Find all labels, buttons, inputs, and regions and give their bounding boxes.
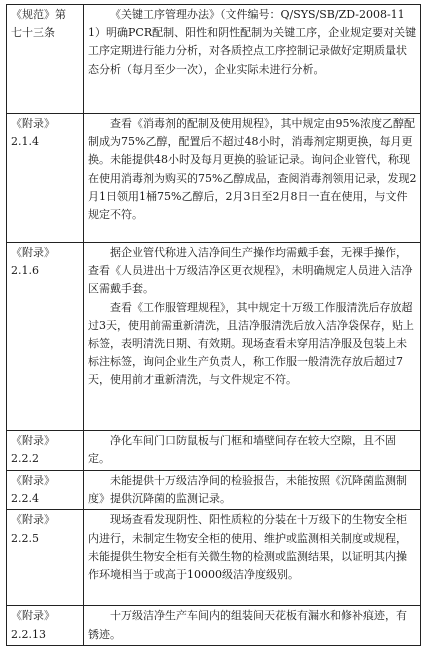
- finding-paragraph: 十万级洁净生产车间内的组装间天花板有漏水和修补痕迹，有锈迹。: [88, 609, 407, 641]
- clause-reference: 《附录》 2.2.4: [7, 471, 84, 510]
- clause-reference: 《附录》 2.1.6: [7, 243, 84, 431]
- table-row: [7, 114, 421, 243]
- finding-text: [84, 431, 421, 471]
- table-row: [7, 243, 421, 431]
- finding-paragraph: 查看《消毒剂的配制及使用规程》，其中规定由95%浓度乙醇配制成为75%乙醇，配置后不超过48小时，消毒剂定期更换，每月更换。未能提供48小时及每月更换的验证记录。询问企业管代，称现在使用消毒剂为购买的75%乙醇成品，查阅消毒剂领用记录，发现2月1日领用1桶75%乙醇后，2月3日至2月8日一直在使用，与文件规定不符。: [88, 117, 417, 222]
- finding-paragraph: 未能提供十万级洁净间的检验报告，未能按照《沉降菌监测制度》提供沉降菌的监测记录。: [88, 474, 407, 506]
- table-row: [7, 471, 421, 510]
- finding-paragraph: 查看《工作服管理规程》，其中规定十万级工作服清洗后存放超过3天，使用前需重新清洗，且洁净服清洗后放入洁净袋保存，贴上标签，表明清洗日期、有效期。现场查看未穿用洁净服及包装上未标注标签，询问企业生产负责人，称工作服一般清洗存放后超过7天，使用前才重新清洗，与文件规定不符。: [88, 300, 414, 387]
- finding-paragraph: 《关键工序管理办法》（文件编号：Q/SYS/SB/ZD-2008-111）明确PCR配制、阳性和阴性配制为关键工序，企业规定要对关键工序定期进行能力分析，对各质控点工序控制记录做好定期质量状态分析（每月至少一次），企业实际未进行分析。: [88, 8, 417, 76]
- table-row: [7, 606, 421, 646]
- clause-reference: 《附录》 2.2.2: [7, 431, 84, 471]
- finding-text: [84, 606, 421, 646]
- table-row: [7, 431, 421, 471]
- finding-text: [84, 243, 421, 431]
- table-row: [7, 510, 421, 606]
- clause-reference: 《附录》 2.2.13: [7, 606, 84, 646]
- table-row: [7, 5, 421, 114]
- findings-table: [6, 4, 421, 646]
- finding-paragraph: 净化车间门口防鼠板与门框和墙壁间存在较大空隙，且不固定。: [88, 434, 396, 466]
- finding-paragraph: 现场查看发现阴性、阳性质粒的分装在十万级下的生物安全柜内进行，未制定生物安全柜的使用、维护或监测相关制度或规程，未能提供生物安全柜有关微生物的检测或监测结果，以证明其内操作环境相当于或高于10000级洁净度级别。: [88, 513, 407, 582]
- finding-paragraph: 据企业管代称进入洁净间生产操作均需戴手套，无裸手操作，查看《人员进出十万级洁净区更衣规程》，未明确规定人员进入洁净区需戴手套。: [88, 246, 413, 296]
- finding-text: [84, 510, 421, 606]
- finding-text: [84, 5, 421, 114]
- finding-text: [84, 471, 421, 510]
- clause-reference: 《附录》 2.1.4: [7, 114, 84, 243]
- clause-reference: 《附录》 2.2.5: [7, 510, 84, 606]
- finding-text: [84, 114, 421, 243]
- clause-reference: 《规范》第 七十三条: [7, 5, 84, 114]
